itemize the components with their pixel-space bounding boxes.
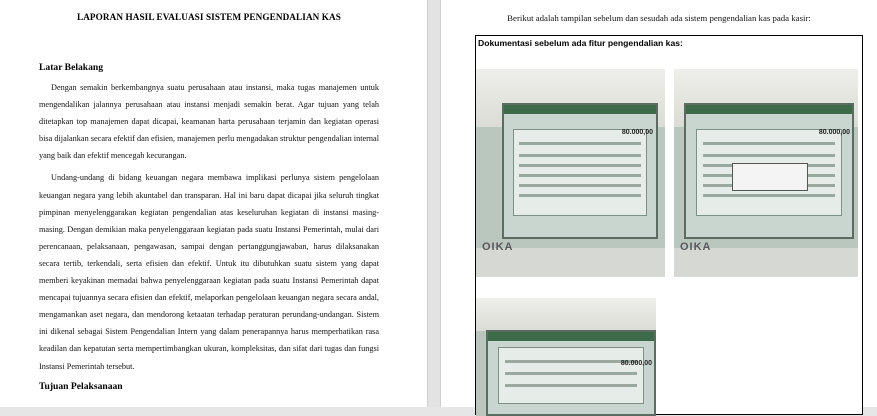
page-gutter xyxy=(427,0,441,407)
documentation-box xyxy=(475,35,863,415)
intro-text: Berikut adalah tampilan sebelum dan sesudah ada sistem pengendalian kas pada kasir: xyxy=(507,13,811,23)
amount-label-1: 80.000,00 xyxy=(621,129,653,136)
document-page-right xyxy=(441,0,877,407)
documentation-box-title: Dokumentasi sebelum ada fitur pengendalian kas: xyxy=(478,38,683,48)
paragraph-1: Dengan semakin berkembangnya suatu perusahaan atau instansi, maka tugas manajemen untuk mengendalikan jalannya perusahaan atau instansi menjadi semakin berat. Agar tujuan yang telah ditetapkan top manajemen dapat dicapai, keamanan harta perusahaan terjamin dan kegiatan operasi bisa dijalankan secara efektif dan efisien, manajemen perlu mengadakan struktur pengendalian internal yang baik dan efektif mencegah kecurangan. xyxy=(39,83,379,161)
section-heading-tujuan-pelaksanaan: Tujuan Pelaksanaan xyxy=(39,380,123,392)
screenshot-photo-before-2 xyxy=(674,69,858,277)
amount-label-2: 80.000,00 xyxy=(818,129,850,136)
brand-logo-1: OIKA xyxy=(482,241,514,253)
confirmation-dialog xyxy=(732,163,808,191)
document-page-left xyxy=(0,0,427,407)
paragraph-2: Undang-undang di bidang keuangan negara membawa implikasi perlunya sistem pengelolaan keuangan negara yang lebih akuntabel dan transparan. Hal ini baru dapat dicapai jika seluruh tingkat pimpinan menyelenggarakan kegiatan pengendalian atas keseluruhan kegiatan di instansi masing-masing. Dengan demikian maka penyelenggaraan kegiatan pada suatu Instansi Pemerintah, mulai dari perencanaan, pelaksanaan, pengawasan, sampai dengan pertanggungjawaban, harus dilaksanakan secara tertib, terkendali, serta efisien dan efektif. Untuk itu dibutuhkan suatu sistem yang dapat memberi keyakinan memadai bahwa penyelenggaraan kegiatan pada suatu Instansi Pemerintah dapat mencapai tujuannya secara efisien dan efektif, melaporkan pengelolaan keuangan negara secara andal, mengamankan aset negara, dan mendorong ketaatan terhadap peraturan perundang-undangan. Sistem ini dikenal sebagai Sistem Pengendalian Intern yang dalam penerapannya harus memperhatikan rasa keadilan dan kepatutan serta mempertimbangkan ukuran, kompleksitas, dan sifat dari tugas dan fungsi Instansi Pemerintah tersebut. xyxy=(39,173,379,371)
screenshot-photo-before-1 xyxy=(476,69,665,277)
screenshot-photo-before-3 xyxy=(476,298,656,416)
document-title: LAPORAN HASIL EVALUASI SISTEM PENGENDALIAN KAS xyxy=(76,12,342,22)
brand-logo-2: OIKA xyxy=(680,241,712,253)
section-heading-latar-belakang: Latar Belakang xyxy=(39,62,104,73)
amount-label-3: 80.000,00 xyxy=(620,360,652,367)
